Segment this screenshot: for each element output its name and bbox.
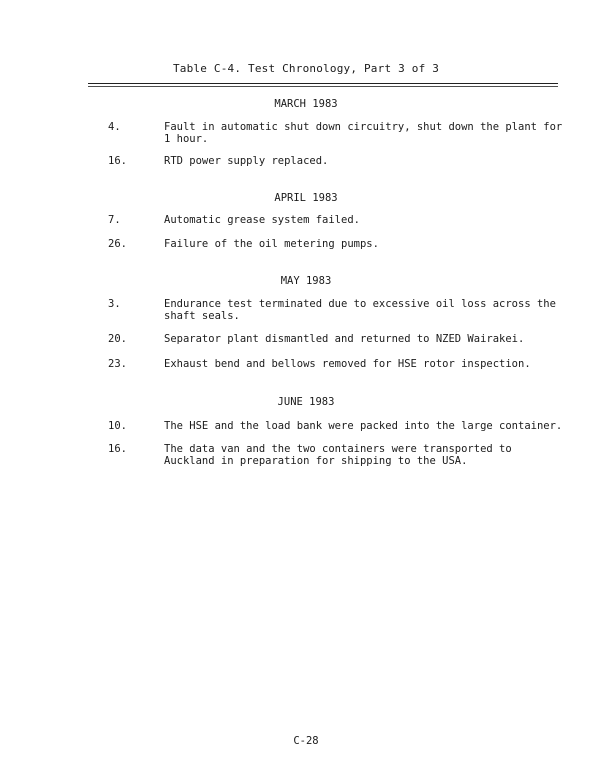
entry-text: The data van and the two containers were transported to Auckland in preparation for shipping to the USA. xyxy=(164,443,512,467)
table-title: Table C-4. Test Chronology, Part 3 of 3 xyxy=(172,62,440,75)
entry-day: 10. xyxy=(108,420,127,432)
entry-text: RTD power supply replaced. xyxy=(164,155,329,167)
title-rule-secondary xyxy=(88,86,558,87)
entry-day: 23. xyxy=(108,358,127,370)
page-number: C-28 xyxy=(293,735,319,747)
title-rule xyxy=(88,83,558,84)
entry-day: 7. xyxy=(108,214,121,226)
entry-text: Automatic grease system failed. xyxy=(164,214,360,226)
entry-day: 4. xyxy=(108,121,121,133)
entry-text: Exhaust bend and bellows removed for HSE rotor inspection. xyxy=(164,358,531,370)
entry-day: 16. xyxy=(108,443,127,455)
month-heading-may: MAY 1983 xyxy=(280,275,332,287)
entry-day: 26. xyxy=(108,238,127,250)
month-heading-march: MARCH 1983 xyxy=(274,98,338,110)
entry-text: The HSE and the load bank were packed into the large container. xyxy=(164,420,563,432)
entry-day: 20. xyxy=(108,333,127,345)
entry-day: 16. xyxy=(108,155,127,167)
entry-text: Separator plant dismantled and returned to NZED Wairakei. xyxy=(164,333,525,345)
entry-day: 3. xyxy=(108,298,121,310)
entry-text: Fault in automatic shut down circuitry, shut down the plant for 1 hour. xyxy=(164,121,563,145)
entry-text: Endurance test terminated due to excessive oil loss across the shaft seals. xyxy=(164,298,556,322)
month-heading-june: JUNE 1983 xyxy=(277,396,335,408)
month-heading-april: APRIL 1983 xyxy=(274,192,338,204)
entry-text: Failure of the oil metering pumps. xyxy=(164,238,379,250)
